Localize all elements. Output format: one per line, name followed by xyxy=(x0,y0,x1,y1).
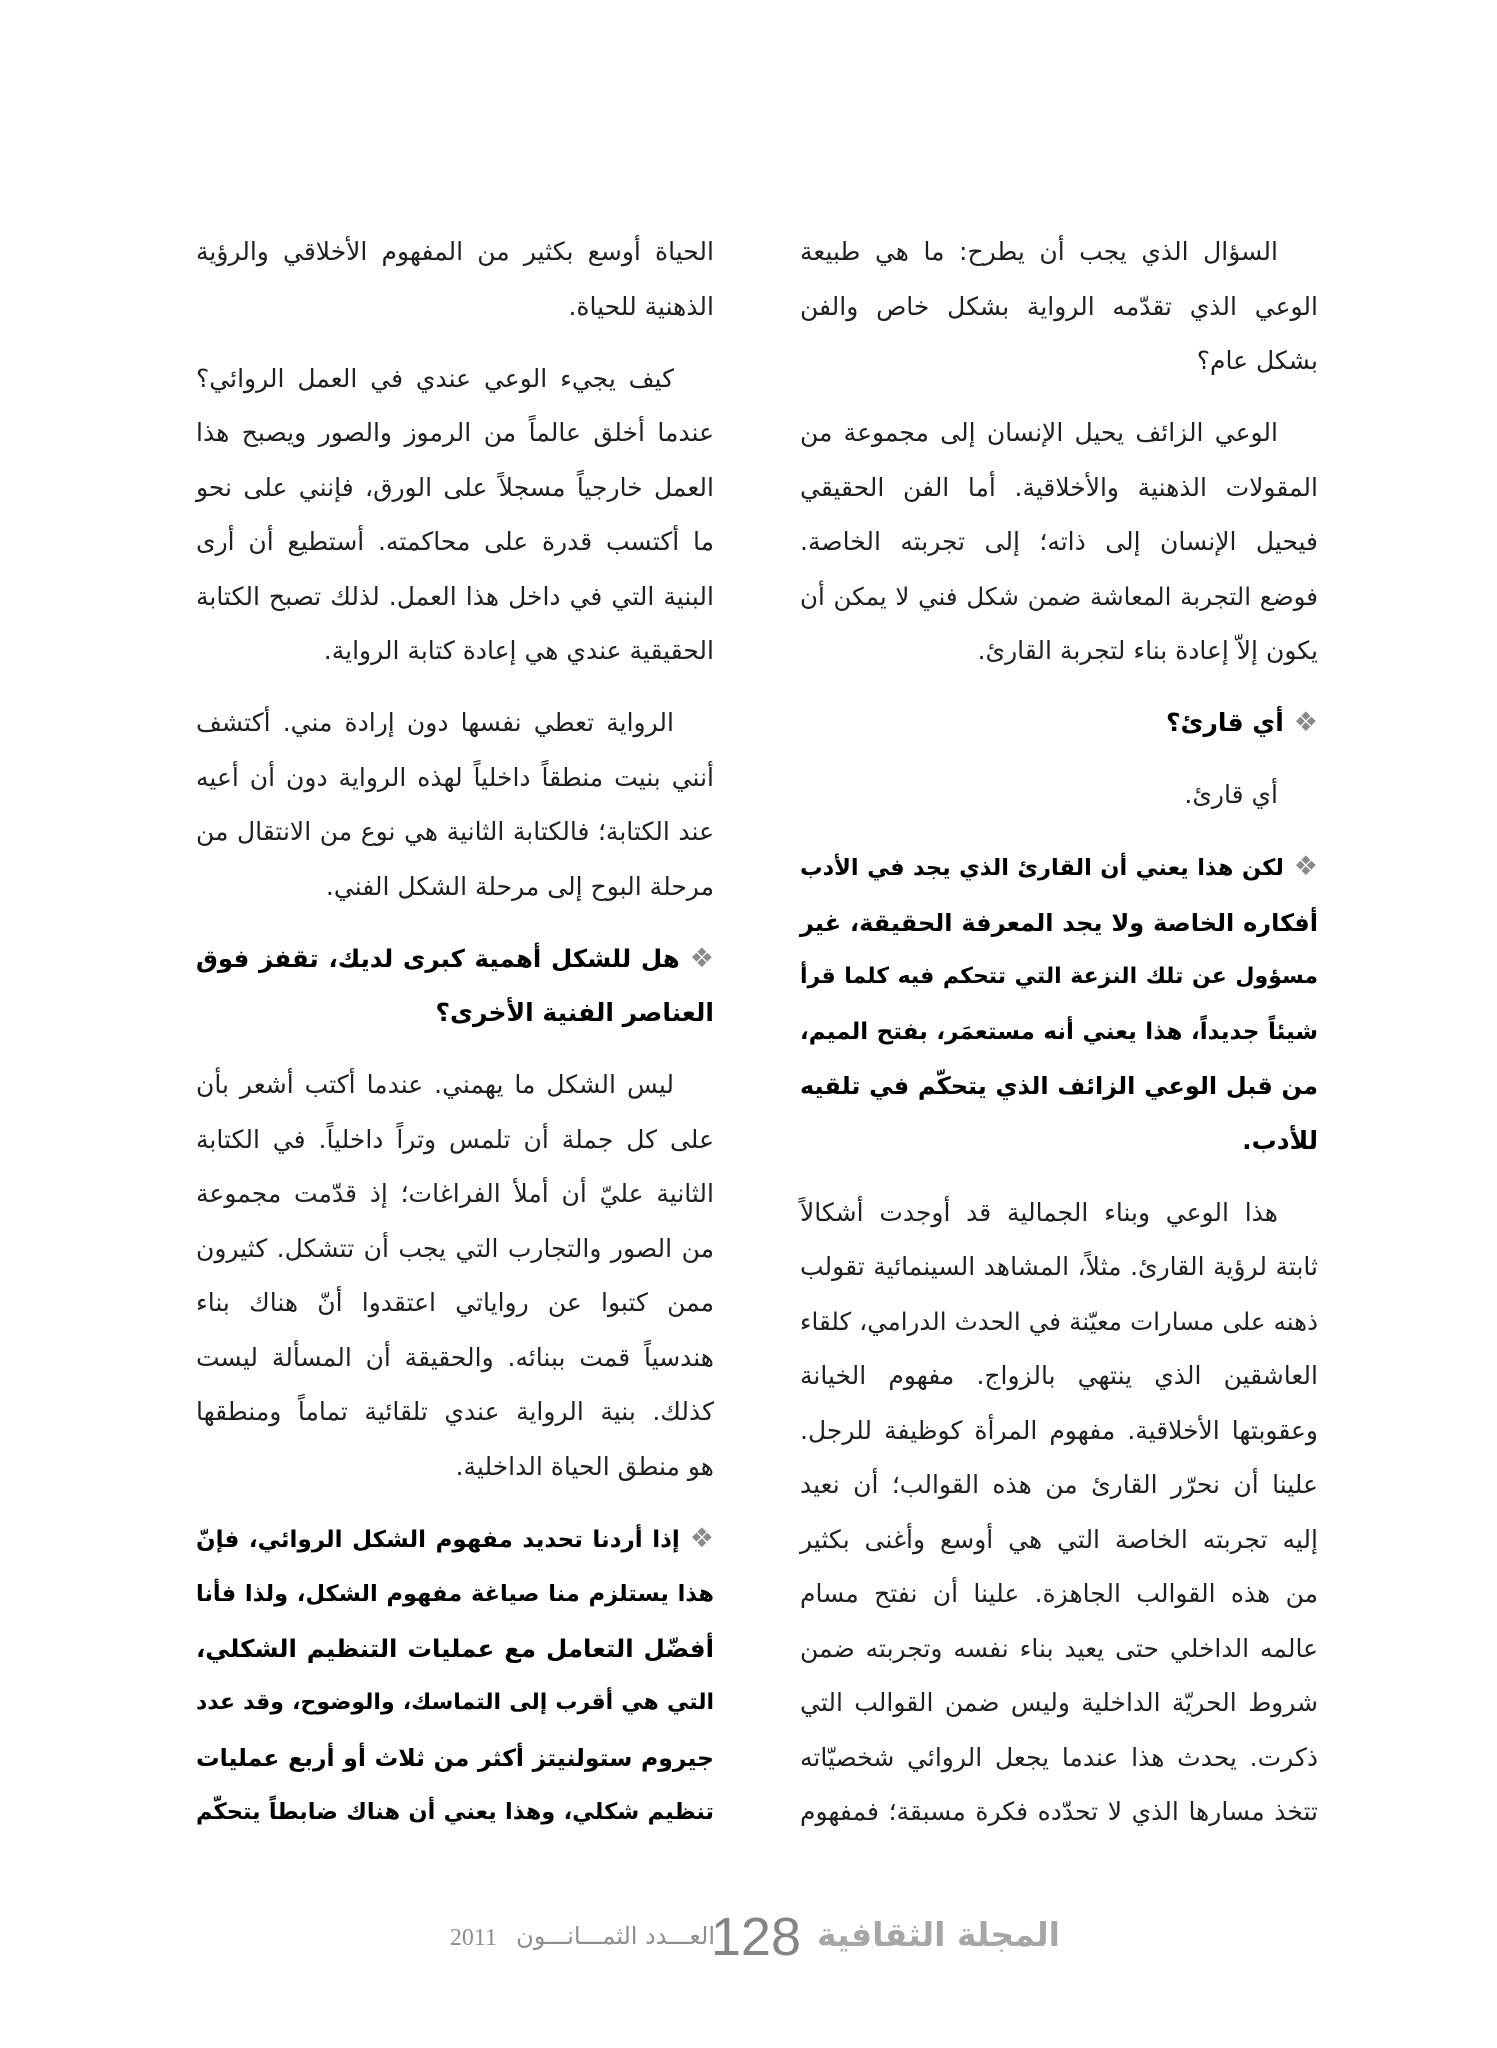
question-text: إذا أردنا تحديد مفهوم الشكل الروائي، فإنّ xyxy=(196,1526,680,1553)
right-column xyxy=(800,225,1318,1857)
text-line: الوعي الزائف يحيل الإنسان إلى مجموعة من xyxy=(800,418,1278,447)
text-line: الرواية تعطي نفسها دون إرادة مني. أكتشف xyxy=(196,708,674,737)
text-line: على كل جملة أن تلمس وتراً داخلياً. في الكتابة xyxy=(196,1124,714,1154)
text-line: ذكرت. يحدث هذا عندما يجعل الروائي شخصيّاته xyxy=(800,1742,1318,1772)
text-line: العمل خارجياً مسجلاً على الورق، فإنني على نحو xyxy=(196,472,714,502)
paragraph xyxy=(196,696,714,914)
diamond-ornament-icon xyxy=(1294,696,1318,751)
text-line: من قبل الوعي الزائف الذي يتحكّم في تلقيه xyxy=(800,1072,1318,1100)
text-line: الذهنية للحياة. xyxy=(568,291,714,321)
text-line: هذا الوعي وبناء الجمالية قد أوجدت أشكالاً xyxy=(800,1197,1278,1227)
text-line: ليس الشكل ما يهمني. عندما أكتب أشعر بأن xyxy=(196,1070,674,1099)
paragraph xyxy=(196,1058,714,1494)
text-line: يكون إلاّ إعادة بناء لتجربة القارئ. xyxy=(977,636,1318,665)
text-line: السؤال الذي يجب أن يطرح: ما هي طبيعة xyxy=(800,237,1278,266)
text-line: بشكل عام؟ xyxy=(1196,346,1318,375)
text-line xyxy=(800,840,1318,896)
text-line: فيحيل الإنسان إلى ذاته؛ إلى تجربته الخاصة. xyxy=(800,527,1318,556)
text-line: ثابتة لرؤية القارئ. مثلاً، المشاهد السينمائية تقولب xyxy=(800,1252,1318,1281)
question-paragraph xyxy=(196,932,714,1041)
text-line: تتخذ مسارها الذي لا تحدّده فكرة مسبقة؛ فمفهوم xyxy=(800,1797,1318,1826)
text-line: شيئاً جديداً، هذا يعني أنه مستعمَر، بفتح الميم، xyxy=(800,1018,1318,1045)
text-line: كيف يجيء الوعي عندي في العمل الروائي؟ xyxy=(196,363,674,393)
question-text: لكن هذا يعني أن القارئ الذي يجد في الأدب xyxy=(800,855,1284,881)
text-line: التي هي أقرب إلى التماسك، والوضوح، وقد عدد xyxy=(196,1690,714,1715)
issue-label: العـــدد الثمـــانـــون xyxy=(516,1922,715,1950)
issue-year: 2011 xyxy=(449,1925,497,1951)
text-line: تنظيم شكلي، وهذا يعني أن هناك ضابطاً يتحكّم xyxy=(196,1799,714,1825)
text-line xyxy=(800,696,1318,751)
text-line: ذهنه على مسارات معيّنة في الحدث الدرامي، كلقاء xyxy=(800,1306,1318,1336)
left-column xyxy=(196,225,714,1857)
page-number: 128 xyxy=(710,1907,801,1967)
text-line: عالمه الداخلي حتى يعيد بناء نفسه وتجربته ضمن xyxy=(800,1633,1318,1663)
text-line xyxy=(196,1512,714,1568)
text-line: الثانية عليّ أن أملأ الفراغات؛ إذ قدّمت مجموعة xyxy=(196,1179,714,1208)
text-line: ما أكتسب قدرة على محاكمته. أستطيع أن أرى xyxy=(196,527,714,556)
text-line xyxy=(196,932,714,987)
paragraph xyxy=(800,406,1318,679)
text-line: مسؤول عن تلك النزعة التي تتحكم فيه كلما قرأ xyxy=(800,964,1318,989)
text-line: جيروم ستولنيتز أكثر من ثلاث أو أربع عمليات xyxy=(196,1743,714,1772)
diamond-ornament-icon xyxy=(690,1512,714,1567)
text-line: ممن كتبوا عن رواياتي اعتقدوا أنّ هناك بناء xyxy=(196,1288,714,1317)
paragraph xyxy=(800,768,1318,823)
text-line: الحياة أوسع بكثير من المفهوم الأخلاقي والرؤية xyxy=(196,237,714,266)
paragraph xyxy=(196,352,714,679)
magazine-logo: المجلة الثقافية xyxy=(817,1915,1060,1954)
question-text: أي قارئ؟ xyxy=(1166,708,1284,737)
text-line: عندما أخلق عالماً من الرموز والصور ويصبح هذا xyxy=(196,418,714,447)
text-line: العاشقين الذي ينتهي بالزواج. مفهوم الخيانة xyxy=(800,1361,1318,1390)
text-line: من الصور والتجارب التي يجب أن تتشكل. كثيرون xyxy=(196,1233,714,1263)
text-line: شروط الحريّة الداخلية وليس ضمن القوالب التي xyxy=(800,1688,1318,1717)
text-line: الحقيقية عندي هي إعادة كتابة الرواية. xyxy=(323,636,714,665)
question-paragraph xyxy=(800,840,1318,1168)
paragraph xyxy=(800,225,1318,389)
text-line: أنني بنيت منطقاً داخلياً لهذه الرواية دون أن أعيه xyxy=(196,762,714,792)
text-line: هو منطق الحياة الداخلية. xyxy=(455,1451,714,1481)
text-line: فوضع التجربة المعاشة ضمن شكل فني لا يمكن أن xyxy=(800,581,1318,611)
text-line: أفكاره الخاصة ولا يجد المعرفة الحقيقة، غير xyxy=(800,908,1318,937)
text-line: مرحلة البوح إلى مرحلة الشكل الفني. xyxy=(325,871,714,901)
diamond-ornament-icon xyxy=(1294,840,1318,895)
text-line: إليه تجربته الخاصة التي هي أوسع وأغنى بكثير xyxy=(800,1524,1318,1554)
text-line: من هذه القوالب الجاهزة. علينا أن نفتح مسام xyxy=(800,1579,1318,1608)
text-line: هذا يستلزم منا صياغة مفهوم الشكل، ولذا فأنا xyxy=(196,1581,714,1607)
text-line: عند الكتابة؛ فالكتابة الثانية هي نوع من الانتقال من xyxy=(196,817,714,846)
text-line: للأدب. xyxy=(1242,1125,1318,1155)
paragraph xyxy=(196,225,714,334)
text-line: أي قارئ. xyxy=(1184,780,1278,809)
text-line: علينا أن نحرّر القارئ من هذه القوالب؛ أن نعيد xyxy=(800,1470,1318,1499)
question-text: هل للشكل أهمية كبرى لديك، تقفز فوق xyxy=(196,943,680,973)
question-paragraph xyxy=(800,696,1318,751)
text-line: وعقوبتها الأخلاقية. مفهوم المرأة كوظيفة للرجل. xyxy=(800,1415,1318,1445)
paragraph xyxy=(800,1186,1318,1840)
text-line: العناصر الفنية الأخرى؟ xyxy=(435,998,714,1027)
text-line: هندسياً قمت ببنائه. والحقيقة أن المسألة ليست xyxy=(196,1342,714,1372)
question-paragraph xyxy=(196,1512,714,1840)
text-line: أفضّل التعامل مع عمليات التنظيم الشكلي، xyxy=(196,1633,714,1663)
text-line: الوعي الذي تقدّمه الرواية بشكل خاص والفن xyxy=(800,291,1318,321)
text-line: كذلك. بنية الرواية عندي تلقائية تماماً ومنطقها xyxy=(196,1397,714,1426)
diamond-ornament-icon xyxy=(690,932,714,987)
text-line: البنية التي في داخل هذا العمل. لذلك تصبح الكتابة xyxy=(196,581,714,611)
text-line: المقولات الذهنية والأخلاقية. أما الفن الحقيقي xyxy=(800,472,1318,502)
